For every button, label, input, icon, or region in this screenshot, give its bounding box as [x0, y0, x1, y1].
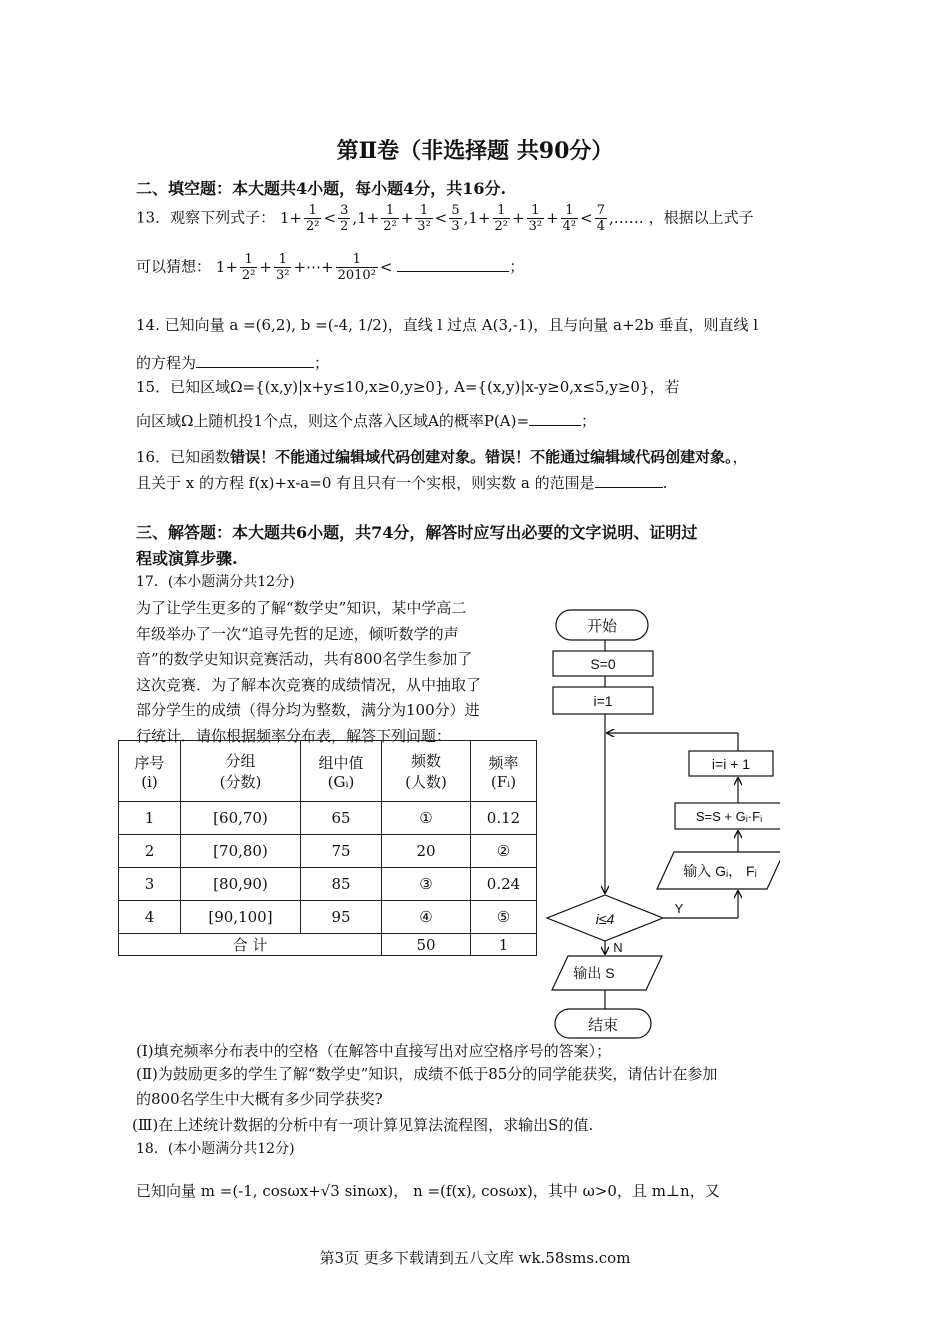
q17-body	[136, 596, 481, 750]
table-header-cell: 频数 (人数)	[382, 741, 471, 802]
table-header-cell: 组中值 (Gᵢ)	[301, 741, 382, 802]
q16-suffix: ，	[732, 448, 748, 466]
frequency-table	[118, 740, 537, 956]
q17-body-line: 为了让学生更多的了解“数学史”知识，某中学高二	[136, 599, 467, 617]
table-cell: ④	[382, 901, 471, 934]
q17-part3: (Ⅲ)在上述统计数据的分析中有一项计算见算法流程图，求输出S的值.	[132, 1116, 594, 1134]
table-header-row	[119, 741, 537, 802]
flow-input-label: 输入 Gᵢ， Fᵢ	[683, 863, 757, 879]
q17-body-line: 部分学生的成绩（得分均为整数，满分为100分）进	[136, 701, 480, 720]
section3-heading-line2: 程或演算步骤.	[136, 549, 238, 568]
q15-line1: 15．已知区域Ω={(x,y)|x+y≤10,x≥0,y≥0}, A={(x,y)|x-y≥0,x≤5,y≥0}，若	[136, 378, 680, 396]
q13-line2-tail: ；	[509, 257, 525, 276]
page-title: 第Ⅱ卷（非选择题 共90分）	[336, 138, 614, 164]
flow-s0-label: S=0	[590, 656, 616, 672]
q17-body-line: 年级举办了一次“追寻先哲的足迹，倾听数学的声	[136, 624, 459, 643]
q15-line2-tail: ；	[581, 412, 597, 430]
flow-end-label: 结束	[587, 1016, 619, 1034]
algorithm-flowchart	[540, 600, 780, 1050]
table-cell: 2	[119, 835, 181, 868]
q16-error-text: 错误！不能通过编辑域代码创建对象。错误！不能通过编辑域代码创建对象。	[230, 448, 733, 466]
table-row	[119, 868, 537, 901]
flow-increment-label: i=i + 1	[711, 756, 751, 772]
q16-prefix: 16．已知函数	[136, 448, 231, 466]
table-cell: [60,70)	[181, 802, 301, 835]
q16-line2-tail: .	[662, 474, 668, 492]
q13-answer-blank[interactable]	[397, 257, 509, 272]
table-cell: 85	[301, 868, 382, 901]
section2-heading: 二、填空题：本大题共4小题，每小题4分，共16分.	[136, 179, 507, 198]
table-cell: 65	[301, 802, 382, 835]
q17-body-line: 音”的数学史知识竞赛活动，共有800名学生参加了	[136, 650, 473, 669]
table-cell: ②	[471, 835, 537, 868]
table-cell: ⑤	[471, 901, 537, 934]
q16-line1	[136, 446, 748, 467]
flow-i1-label: i=1	[593, 693, 613, 709]
table-cell: ③	[382, 868, 471, 901]
flow-yes-label: Y	[674, 901, 684, 916]
flow-condition-label: i≤4	[595, 911, 615, 927]
q17-body-line: 行统计．请你根据频率分布表，解答下列问题：	[136, 726, 452, 745]
table-total-row	[119, 934, 537, 956]
q13-formula: 1+ $\frac{1}{\text{2²}}$ < $\frac{3}{2}$ ,1+ $\frac{1}{\text{2²}}$ + $\frac{1}{\text{3²}}$ < $\frac{5}{3}$ ,1+ $\frac{1}{\text{2²}}$ + $\frac{1}{\text{3²}}$ + $\frac{1}{\text{4²}}$ < $\frac{7}{4}$ ,……	[279, 203, 644, 234]
q14-answer-blank[interactable]	[196, 353, 314, 368]
table-cell: 0.24	[471, 868, 537, 901]
q14-line1: 14. 已知向量 a =(6,2), b =(-4, 1/2)，直线 l 过点 A(3,-1)，且与向量 a+2b 垂直，则直线 l	[136, 316, 759, 334]
table-header-cell: 分组 (分数)	[181, 741, 301, 802]
q17-part1: (Ⅰ)填充频率分布表中的空格（在解答中直接写出对应空格序号的答案）；	[136, 1042, 612, 1060]
table-cell: [70,80)	[181, 835, 301, 868]
table-header-cell: 序号 (i)	[119, 741, 181, 802]
table-cell: 4	[119, 901, 181, 934]
q13-line2-prefix: 可以猜想：	[136, 257, 212, 276]
q13-tail: ，根据以上式子	[648, 208, 754, 227]
table-header-cell: 频率 (Fᵢ)	[471, 741, 537, 802]
table-cell: 3	[119, 868, 181, 901]
q15-line2	[136, 410, 596, 431]
table-cell: 合 计	[119, 934, 382, 956]
table-row	[119, 835, 537, 868]
table-row	[119, 901, 537, 934]
flow-output-label: 输出 S	[573, 965, 615, 981]
table-cell: [90,100]	[181, 901, 301, 934]
table-cell: 1	[119, 802, 181, 835]
table-cell: 1	[471, 934, 537, 956]
table-cell: 0.12	[471, 802, 537, 835]
q15-answer-blank[interactable]	[529, 411, 581, 426]
q17-part2-cont: 的800名学生中大概有多少同学获奖?	[136, 1090, 383, 1108]
q14-line2-tail: ；	[314, 354, 330, 372]
table-cell: 20	[382, 835, 471, 868]
q13-line1	[136, 203, 754, 234]
page-footer: 第3页 更多下载请到五八文库 wk.58sms.com	[319, 1249, 631, 1267]
q14-line2	[136, 352, 329, 373]
flow-no-label: N	[613, 940, 623, 955]
table-cell: ①	[382, 802, 471, 835]
q16-line2	[136, 472, 667, 493]
table-cell: [80,90)	[181, 868, 301, 901]
table-row	[119, 802, 537, 835]
table-cell: 50	[382, 934, 471, 956]
section3-heading-line1: 三、解答题：本大题共6小题，共74分，解答时应写出必要的文字说明、证明过	[136, 523, 698, 542]
q13-prefix: 13．观察下列式子：	[136, 208, 276, 227]
q18-line: 已知向量 m =(-1, cosωx+√3 sinωx)， n =(f(x), cosωx)，其中 ω>0，且 m⊥n，又	[136, 1182, 720, 1200]
q15-line2-text: 向区域Ω上随机投1个点，则这个点落入区域A的概率P(A)=	[136, 412, 530, 430]
q16-answer-blank[interactable]	[595, 473, 663, 488]
table-cell: 95	[301, 901, 382, 934]
flow-accumulate-label: S=S + Gᵢ·Fᵢ	[695, 809, 763, 824]
table-cell: 75	[301, 835, 382, 868]
q16-line2-text: 且关于 x 的方程 f(x)+x-a=0 有且只有一个实根，则实数 a 的范围是	[136, 474, 595, 492]
q13-guess-formula: 1+ $\frac{1}{\text{2²}}$ + $\frac{1}{\text{3²}}$ +⋯+ $\frac{1}{\text{2010²}}$ <	[215, 252, 393, 283]
q14-line2-text: 的方程为	[136, 354, 197, 372]
q17-part2: (Ⅱ)为鼓励更多的学生了解“数学史”知识，成绩不低于85分的同学能获奖，请估计在参加	[136, 1065, 718, 1083]
q13-line2	[136, 252, 524, 283]
q18-label: 18．(本小题满分共12分)	[136, 1141, 295, 1157]
q17-body-line: 这次竞赛．为了解本次竞赛的成绩情况，从中抽取了	[136, 675, 482, 694]
flow-start-label: 开始	[586, 617, 618, 635]
q17-label: 17．(本小题满分共12分)	[136, 574, 295, 590]
